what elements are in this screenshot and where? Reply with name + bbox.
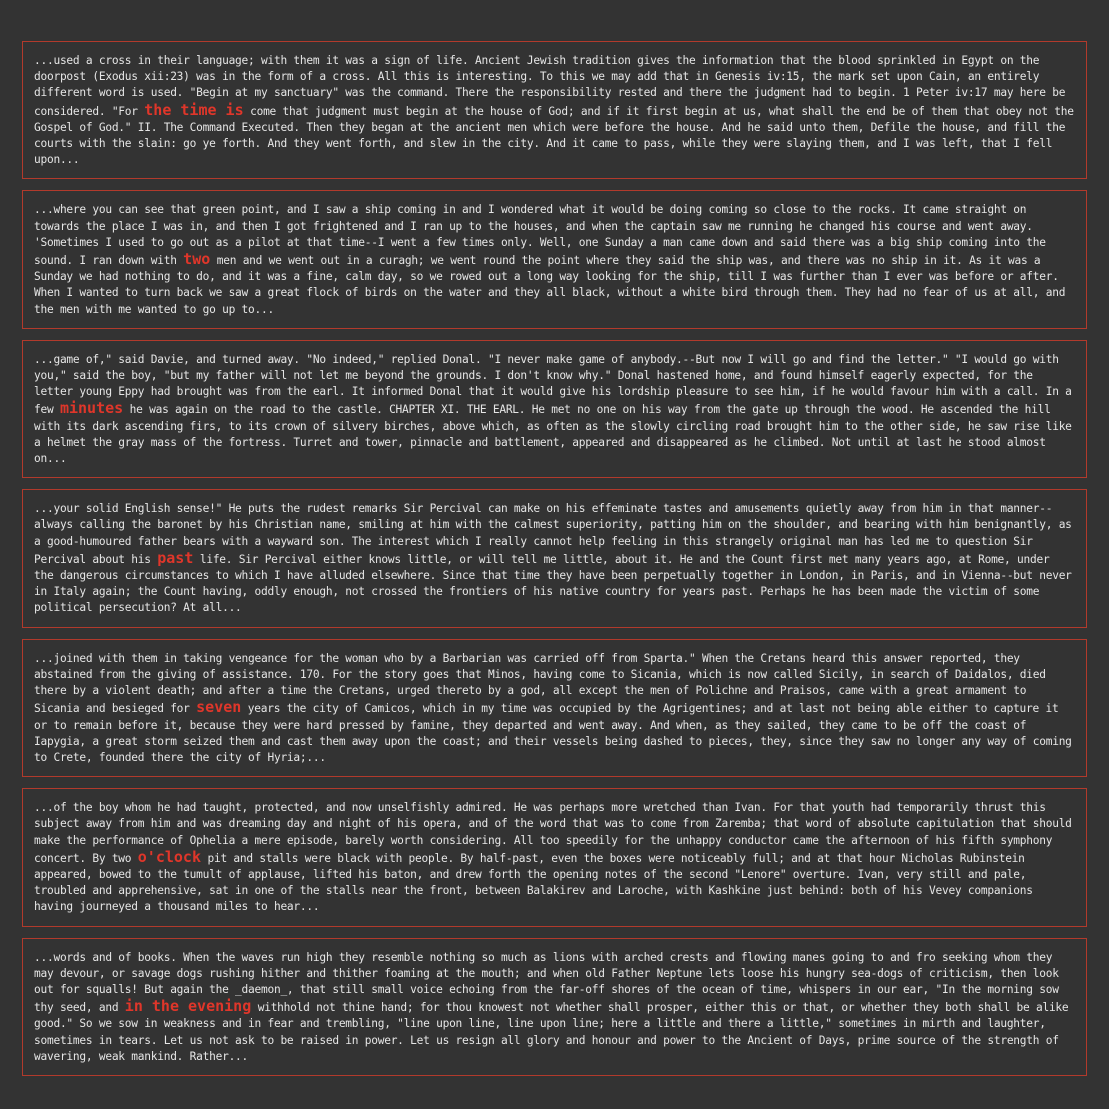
highlighted-phrase: minutes — [59, 399, 124, 418]
passage-text: withhold not thine hand; for thou knowest not whether shall prosper, either this or that, or whether they both shall be alike good." So we sow in weakness and in fear and trembling, "line upon line, line upon line; here a little and there a little," sometimes in mirth and laughter, sometimes in tears. Let us not ask to be raised in power. Let us resign all glory and honour and power to the Ancient of Days, prime source of the strength of wavering, weak mankind. Rather... — [34, 1001, 1069, 1063]
passage-5 — [22, 639, 1087, 777]
highlighted-phrase: in the evening — [124, 997, 252, 1016]
passage-text: ...where you can see that green point, and I saw a ship coming in and I wondered what it would be doing coming so close to the rocks. It came straight on towards the place I was in, and then I got frightened and I ran up to the houses, and when the captain saw me running he changed his course and went away. 'Sometimes I used to go out as a pilot at that time--I went a few times only. Well, one Sunday a man came down and said there was a big ship coming into the sound. I ran down with — [34, 203, 1046, 268]
passage-text: ...your solid English sense!" He puts the rudest remarks Sir Percival can make on his effeminate tastes and amusements quietly away from him in that manner--always calling the baronet by his Christian name, smiling at him with the calmest superiority, patting him on the shoulder, and bearing with him benignantly, as a good-humoured father bears with a wayward son. The interest which I really cannot help feeling in this strangely original man has led me to question Sir Percival about his — [34, 502, 1072, 566]
passage-text: years the city of Camicos, which in my time was occupied by the Agrigentines; and at last not being able either to capture it or to remain before it, because they were hard pressed by famine, they departed and went away. And when, as they sailed, they came to be off the coast of Iapygia, a great storm seized them and cast them away upon the coast; and their vessels being dashed to pieces, they, since they saw no longer any way of coming to Crete, founded there the city of Hyria;... — [34, 702, 1072, 764]
highlighted-phrase: past — [157, 548, 194, 567]
highlighted-phrase: the time is — [144, 100, 244, 119]
passage-4 — [22, 489, 1087, 627]
passage-text: life. Sir Percival either knows little, or will tell me little, about it. He and the Count first met many years ago, at Rome, under the dangerous circumstances to which I have alluded elsewhere. Since that time they have been perpetually together in London, in Paris, and in Vienna--but never in Italy again; the Count having, oddly enough, not crossed the frontiers of his native country for years past. Perhaps he has been made the victim of some political persecution? At all... — [34, 552, 1072, 615]
highlighted-phrase: o'clock — [137, 847, 201, 866]
passage-text: come that judgment must begin at the house of God; and if it first begin at us, what shall the end be of them that obey not the Gospel of God." II. The Command Executed. Then they began at the ancient men which were before the house. And he said unto them, Defile the house, and fill the courts with the slain: go ye forth. And they went forth, and slew in the city. And it came to pass, while they were slaying them, and I was left, that I fell upon... — [34, 104, 1074, 167]
passage-text: men and we went out in a curagh; we went round the point where they said the ship was, and there was no ship in it. As it was a Sunday we had nothing to do, and it was a fine, calm day, so we rowed out a long way looking for the ship, till I was further than I ever was before or after. When I wanted to turn back we saw a great flock of birds on the water and they all black, without a white bird through them. They had no fear of us at all, and the men with me wanted to go up to... — [34, 254, 1066, 316]
passage-7 — [22, 938, 1087, 1076]
passage-text: ...words and of books. When the waves run high they resemble nothing so much as lions with arched crests and flowing manes going to and fro seeking whom they may devour, or savage dogs rushing hither and thither foaming at the mouth; and when old Father Neptune lets loose his hungry sea-dogs of criticism, then look out for squalls! But again the _daemon_, that still small voice echoing from the far-off shores of the ocean of time, whispers in our ear, "In the morning sow thy seed, and — [34, 950, 1059, 1015]
passage-text: he was again on the road to the castle. CHAPTER XI. THE EARL. He met no one on his way from the gate up through the wood. He ascended the hill with its dark ascending firs, to its crown of silvery birches, above which, as often as the slowly circling road brought him to the other side, he saw rise like a helmet the gray mass of the fortress. Turret and tower, pinnacle and battlement, appeared and disappeared as he climbed. Not until at last he stood almost on... — [34, 403, 1072, 466]
highlighted-phrase: two — [183, 250, 211, 269]
passage-text: ...game of," said Davie, and turned away. "No indeed," replied Donal. "I never make game of anybody.--But now I will go and find the letter." "I would go with you," said the boy, "but my father will not let me beyond the grounds. I don't know why." Donal hastened home, and found himself eagerly expected, for the letter young Eppy had brought was from the earl. It informed Donal that it would give his lordship pleasure to see him, if he would favour him with a call. In a few — [34, 352, 1072, 417]
passage-text: ...of the boy whom he had taught, protected, and now unselfishly admired. He was perhaps more wretched than Ivan. For that youth had temporarily thrust this subject away from him and was dreaming day and night of his opera, and of the word that was to come from Zaremba; that word of absolute capitulation that should make the performance of Ophelia a mere episode, barely worth considering. All too speedily for the unhappy conductor came the afternoon of his fifth symphony concert. By two — [34, 801, 1072, 865]
passage-6 — [22, 788, 1087, 926]
passage-text: ...joined with them in taking vengeance for the woman who by a Barbarian was carried off from Sparta." When the Cretans heard this answer reported, they abstained from the giving of assistance. 170. For the story goes that Minos, having come to Sicania, which is now called Sicily, in search of Daidalos, died there by a violent death; and after a time the Cretans, urged thereto by a god, all except the men of Polichne and Praisos, came with a great armament to Sicania and besieged for — [34, 651, 1046, 716]
highlighted-phrase: seven — [196, 698, 242, 717]
passage-3 — [22, 340, 1087, 478]
passage-text: pit and stalls were black with people. By half-past, even the boxes were noticeably full; and at that hour Nicholas Rubinstein appeared, bowed to the tumult of applause, lifted his baton, and drew forth the opening notes of the second "Lenore" overture. Ivan, very still and pale, troubled and apprehensive, sat in one of the stalls near the front, between Balakirev and Laroche, with Kashkine just behind: both of his Vevey companions having journeyed a thousand miles to hear... — [34, 851, 1033, 914]
passage-text: ...used a cross in their language; with them it was a sign of life. Ancient Jewish tradition gives the information that the blood sprinkled in Egypt on the doorpost (Exodus xii:23) was in the form of a cross. All this is interesting. To this we may add that in Genesis iv:15, the mark set upon Cain, an entirely different word is used. "Begin at my sanctuary" was the command. There the responsibility rested and there the judgment had to begin. 1 Peter iv:17 may here be considered. "For — [34, 54, 1066, 118]
passage-2 — [22, 190, 1087, 328]
passage-1 — [22, 41, 1087, 179]
